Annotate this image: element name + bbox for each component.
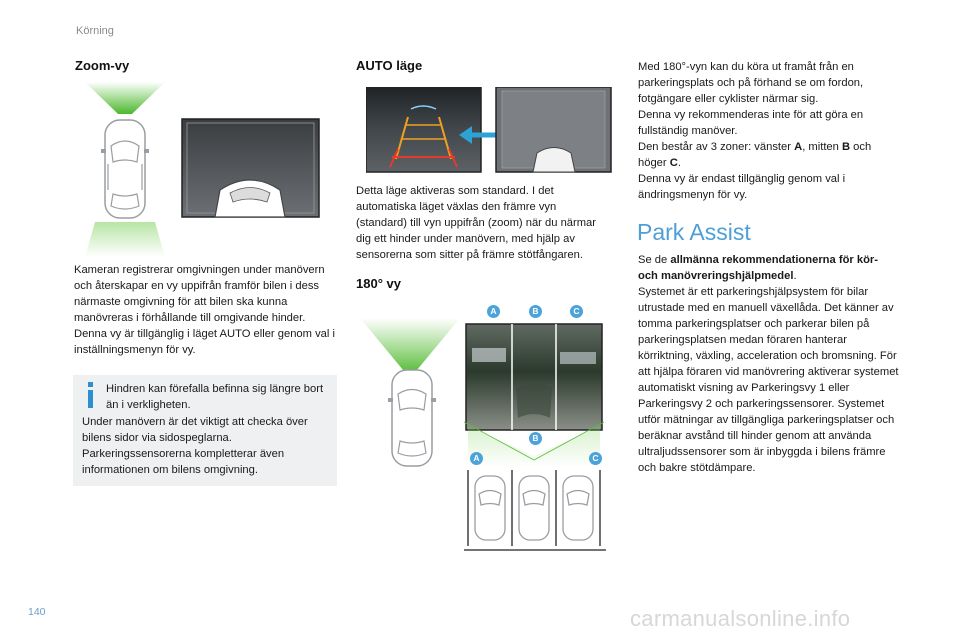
zone-c-badge-lower: C (589, 452, 602, 465)
section-title-zoom: Zoom-vy (75, 58, 130, 73)
180-paragraph-3: Den består av 3 zoner: vänster A, mitten B och höger C. (638, 141, 872, 169)
camera-screen-zoom (182, 119, 319, 217)
car-top-icon-2 (388, 370, 436, 466)
top-view-camera-screen (496, 87, 611, 172)
zone-b-badge: B (529, 305, 542, 318)
180-paragraph-2: Denna vy rekommenderas inte för att göra en fullständig manöver. (638, 109, 864, 137)
zone-b-badge-lower: B (529, 432, 542, 445)
180-paragraph-4: Denna vy är endast tillgänglig genom val i ändringsmenyn för vy. (638, 173, 846, 201)
section-title-auto: AUTO läge (356, 58, 423, 73)
180-view-illustration (360, 318, 610, 553)
park-assist-body: Systemet är ett parkeringshjälpsystem för bilar utrustade med en manuell växellåda. Det känner av tomma parkeringsplatser och parkerar bilen på parkeringsplatsen medan föraren hanterar körriktning, växling, acceleration och bromsning. För att hjälpa föraren vid manövrering aktiverar systemet automatiskt visning av Parkeringsvy 1 eller Parkeringsvy 2 och parkeringssensorer. Systemet utför mätningar av tillgängliga parkeringsplatser och beräknar avstånd till hinder genom att använda ultraljudssensorer som är inbyggda i bilens främre och bakre stötdämpare. (638, 286, 899, 474)
zone-a-badge: A (487, 305, 500, 318)
zoom-paragraph-2: Denna vy är tillgänglig i läget AUTO eller genom val i inställningsmenyn för vy. (74, 328, 335, 356)
zone-a-badge-lower: A (470, 452, 483, 465)
rear-camera-screen (366, 87, 481, 172)
park-assist-title: Park Assist (637, 219, 751, 245)
car-top-icon (101, 120, 149, 218)
running-header: Körning (76, 25, 114, 37)
parking-row (464, 470, 606, 550)
recommendations-link: allmänna rekommendationerna för kör- och manövreringshjälpmedel (638, 254, 879, 282)
180-paragraph-1: Med 180°-vyn kan du köra ut framåt från en parkeringsplats och på förhand se om fordon, fotgängare eller cyklister närmar sig. (638, 61, 864, 105)
page-number: 140 (28, 606, 46, 618)
note-first-line: Hindren kan förefalla befinna sig längre bort än i verkligheten. (106, 383, 324, 411)
info-icon (87, 382, 95, 408)
auto-mode-illustration (366, 87, 612, 175)
park-assist-text (638, 252, 900, 476)
note-body: Under manövern är det viktigt att checka över bilens sidor via sidospeglarna. Parkeringssensorerna kompletterar även informationen om bilens omgivning. (82, 416, 308, 476)
auto-text: Detta läge aktiveras som standard. I det automatiska läget växlas den främre vyn (standard) till vyn uppifrån (zoom) när du närmar dig ett hinder under manövern, med hjälp av sensorerna som sitter på främre stötfångaren. (356, 185, 597, 261)
watermark: carmanualsonline.info (630, 606, 851, 631)
park-assist-reference: Se de allmänna rekommendationerna för kör- och manövreringshjälpmedel. (638, 254, 879, 282)
wide-camera-screen (466, 324, 602, 430)
info-note (73, 375, 337, 486)
zoom-text (74, 262, 340, 358)
zoom-paragraph-1: Kameran registrerar omgivningen under manövern och återskapar en vy uppifrån framför bilen i dess närmaste omgivning för att bilen ska kunna manövreras i förhållande till omgivande hinder. (74, 264, 325, 324)
180-description (638, 59, 900, 203)
zoom-view-illustration (85, 82, 325, 262)
section-title-180: 180° vy (356, 276, 401, 291)
zone-c-badge: C (570, 305, 583, 318)
